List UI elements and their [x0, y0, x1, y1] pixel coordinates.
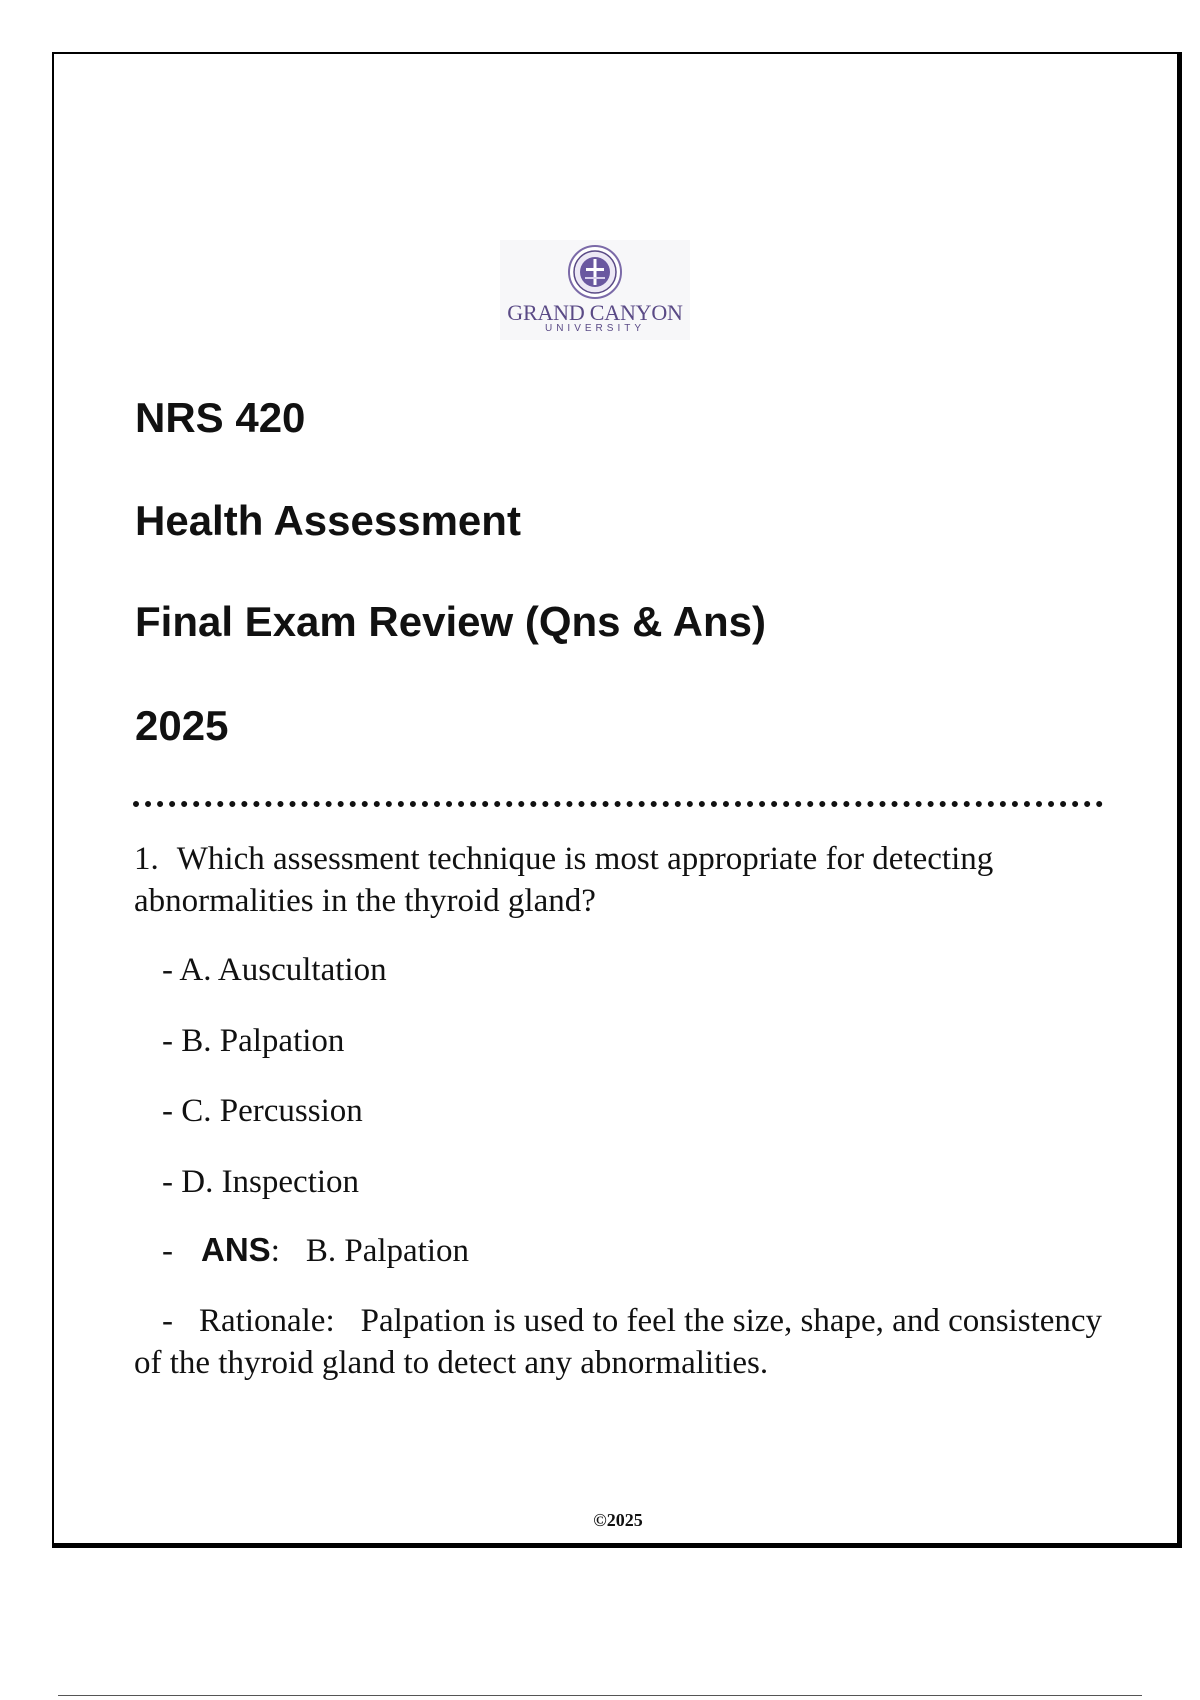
option-c: - C. Percussion [162, 1093, 363, 1129]
year-heading: 2025 [135, 702, 229, 749]
dotted-divider [133, 801, 1103, 807]
bottom-rule [58, 1695, 1142, 1696]
answer-label: ANS [201, 1231, 271, 1268]
question-text [134, 838, 1104, 922]
answer-line [162, 1229, 469, 1272]
rationale-text: Palpation is used to feel the size, shape, and consistency of the thyroid gland to detect any abnormalities. [134, 1303, 1103, 1381]
answer-value: B. Palpation [305, 1233, 470, 1269]
logo-subtitle: UNIVERSITY [544, 323, 645, 334]
option-b: - B. Palpation [162, 1023, 345, 1059]
option-a: - A. Auscultation [162, 952, 387, 988]
rationale-dash: - [162, 1303, 173, 1339]
answer-colon: : [270, 1233, 280, 1269]
rationale-block [134, 1300, 1104, 1384]
rationale-label: Rationale: [199, 1303, 335, 1339]
question-body: Which assessment technique is most appropriate for detecting abnormalities in the thyroid gland? [134, 841, 994, 919]
copyright-footer: ©2025 [593, 1510, 643, 1530]
answer-dash: - [162, 1233, 173, 1269]
university-seal-icon [567, 244, 623, 300]
subject-heading: Health Assessment [135, 497, 521, 544]
university-logo [500, 240, 690, 340]
question-number: 1. [134, 841, 159, 877]
logo-name: GRAND CANYON [507, 300, 683, 325]
title-heading: Final Exam Review (Qns & Ans) [135, 598, 766, 645]
course-code-heading: NRS 420 [135, 394, 306, 441]
option-d: - D. Inspection [162, 1164, 360, 1200]
